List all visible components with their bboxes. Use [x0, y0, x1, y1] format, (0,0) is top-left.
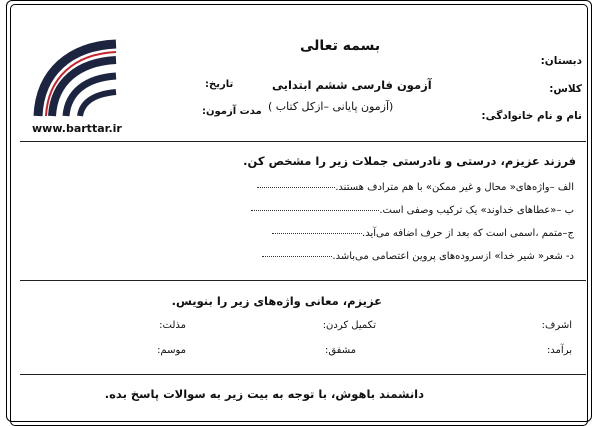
- section1-item: د- شعر« شیر خدا» ازسروده‌های پروین اعتصامی می‌باشد.: [258, 251, 574, 262]
- duration-label: مدت آزمون:: [202, 106, 262, 117]
- bismillah: بسمه تعالی: [300, 38, 381, 54]
- section3-instruction: دانشمند باهوش، با توجه به بیت زیر به سوالات پاسخ بده.: [104, 387, 424, 401]
- word-mosem: موسم:: [157, 345, 186, 356]
- class-label: کلاس:: [549, 83, 582, 95]
- section1-instruction: فرزند عزیزم، درستی و نادرستی جملات زیر را مشخص کن.: [243, 154, 576, 168]
- word-takmil: تکمیل کردن:: [322, 320, 376, 331]
- school-label: دبستان:: [540, 55, 582, 67]
- word-baramad: برآمد:: [546, 345, 572, 356]
- header-divider: [20, 141, 586, 142]
- word-ashraf: اشرف:: [541, 320, 572, 331]
- answer-blank[interactable]: [251, 209, 379, 211]
- barttar-logo-icon: [30, 32, 120, 122]
- section2-divider: [20, 374, 586, 375]
- answer-blank[interactable]: [272, 232, 362, 234]
- section1-item: الف –واژه‌های« محال و غیر ممکن» با هم مترادف هستند.: [253, 182, 574, 193]
- answer-blank[interactable]: [257, 186, 335, 188]
- exam-title: آزمون فارسی ششم ابتدایی: [272, 78, 432, 92]
- section2-instruction: عزیزم، معانی واژه‌های زیر را بنویس.: [171, 294, 382, 308]
- section1-divider: [20, 280, 586, 281]
- name-label: نام و نام خانوادگی:: [481, 110, 582, 122]
- date-label: تاریخ:: [205, 79, 234, 90]
- logo-url: www.barttar.ir: [32, 122, 122, 135]
- word-mashfegh: مشفق:: [324, 345, 356, 356]
- section1-item: ب –«عطاهای خداوند» یک ترکیب وصفی است.: [247, 205, 574, 216]
- section1-item: ج–متمم ،اسمی است که بعد از حرف اضافه می‌آید.: [268, 228, 574, 239]
- word-mazallat: مذلت:: [159, 320, 186, 331]
- answer-blank[interactable]: [262, 255, 332, 257]
- exam-subtitle: (آزمون پایانی –ازکل کتاب ): [268, 100, 394, 113]
